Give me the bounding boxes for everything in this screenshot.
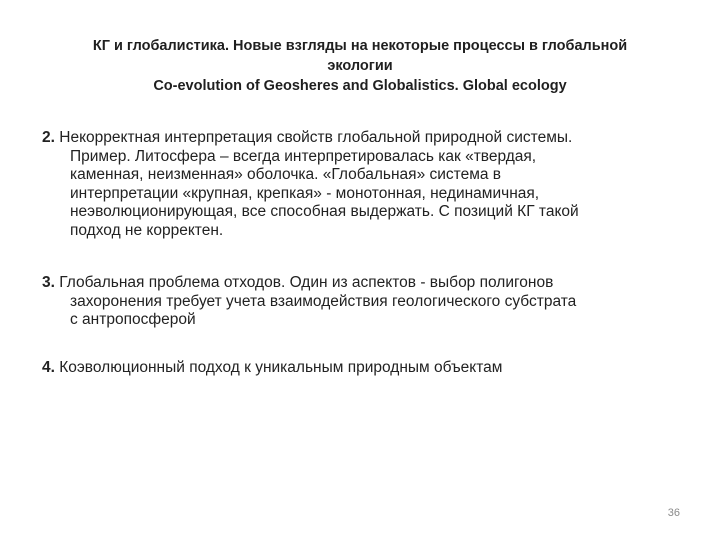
list-item-text: Глобальная проблема отходов. Один из аспектов - выбор полигонов bbox=[59, 274, 554, 291]
list-item-line bbox=[42, 129, 682, 148]
list-item-line: неэволюционирующая, все способная выдержать. С позиций КГ такой bbox=[70, 203, 579, 220]
list-item-line: каменная, неизменная» оболочка. «Глобальная» система в bbox=[70, 166, 502, 183]
list-item-line bbox=[42, 274, 682, 293]
list-item-line bbox=[42, 359, 682, 378]
title-line-2: экологии bbox=[327, 58, 393, 74]
list-item-number: 2. bbox=[42, 129, 55, 146]
list-item bbox=[42, 359, 682, 378]
list-item-number: 4. bbox=[42, 359, 55, 376]
slide-title bbox=[60, 36, 660, 96]
list-item-text: Коэволюционный подход к уникальным природным объектам bbox=[59, 359, 503, 376]
page-number: 36 bbox=[667, 507, 680, 519]
list-item bbox=[42, 129, 682, 240]
list-item-number: 3. bbox=[42, 274, 55, 291]
list-item-line: подход не корректен. bbox=[70, 221, 224, 239]
title-line-3: Co-evolution of Geosheres and Globalistics. Global ecology bbox=[153, 78, 567, 94]
list-item-line: Пример. Литосфера – всегда интерпретировалась как «твердая, bbox=[70, 147, 537, 165]
title-line-1: КГ и глобалистика. Новые взгляды на некоторые процессы в глобальной bbox=[92, 38, 628, 54]
list-item bbox=[42, 274, 682, 330]
list-item-text: Некорректная интерпретация свойств глобальной природной системы. bbox=[59, 129, 573, 146]
list-item-line: с антропосферой bbox=[70, 311, 196, 328]
list-item-line: интерпретации «крупная, крепкая» - монотонная, нединамичная, bbox=[70, 184, 540, 202]
list-item-line: захоронения требует учета взаимодействия геологического субстрата bbox=[70, 292, 577, 310]
